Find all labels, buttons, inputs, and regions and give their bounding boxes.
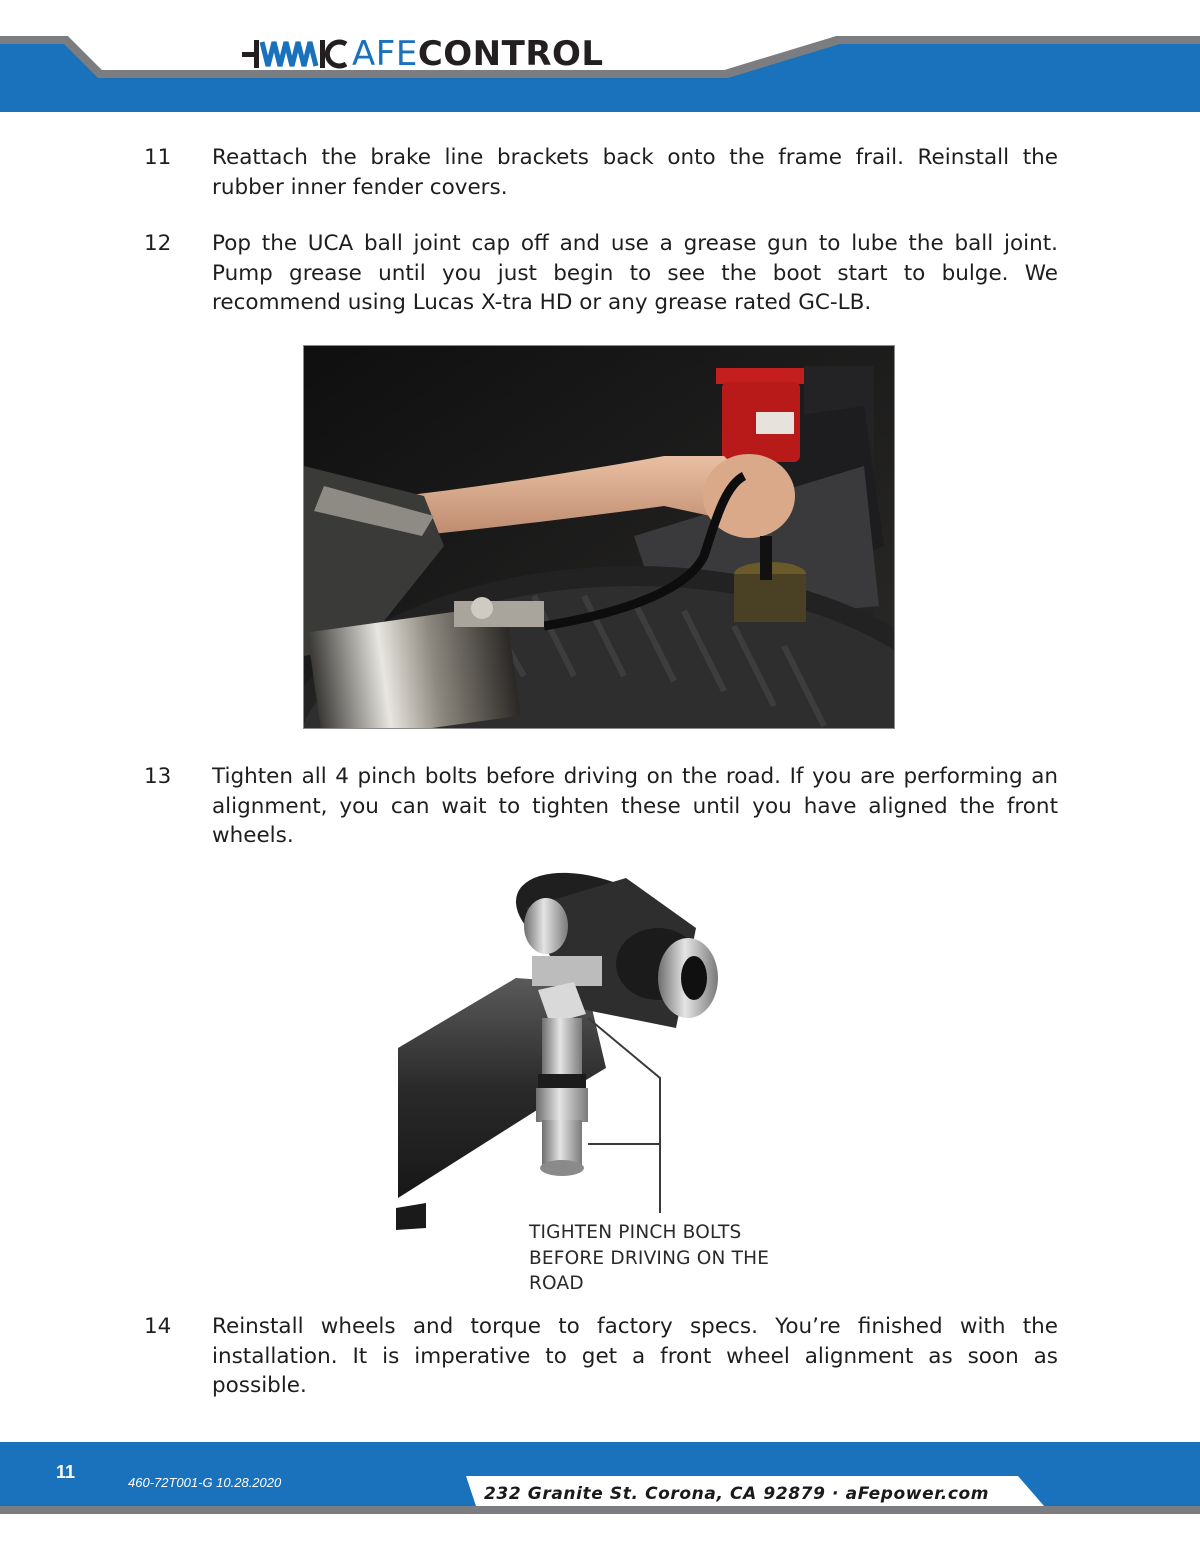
afe-control-logo (240, 34, 604, 74)
step-number: 14 (144, 1314, 172, 1339)
step-number: 11 (144, 145, 172, 170)
shock-logo-icon (240, 34, 350, 74)
step-text: Pop the UCA ball joint cap off and use a grease gun to lube the ball joint. Pump grease until you just begin to see the boot start to bulge. We recommend using Lucas X-tra HD or any grease rated GC-LB. (212, 231, 1058, 315)
step-text: Tighten all 4 pinch bolts before driving on the road. If you are performing an alignment, you can wait to tighten these until you have aligned the front wheels. (212, 764, 1058, 848)
callout-line: BEFORE DRIVING ON THE (529, 1247, 770, 1269)
step-number: 13 (144, 764, 172, 789)
step-text: Reinstall wheels and torque to factory specs. You’re finished with the installation. It is imperative to get a front wheel alignment as soon as possible. (212, 1314, 1058, 1398)
callout-line: ROAD (529, 1273, 584, 1294)
step-11 (140, 143, 1058, 202)
logo-text-afe: AFE (352, 34, 418, 74)
step-14 (140, 1312, 1058, 1401)
step-number: 12 (144, 231, 172, 256)
step-13 (140, 762, 1058, 851)
callout-line: TIGHTEN PINCH BOLTS (529, 1222, 742, 1243)
pinch-bolt-callout (529, 1220, 769, 1297)
logo-text-control: CONTROL (417, 34, 604, 74)
footer-address: 232 Granite St. Corona, CA 92879 · aFepower.com (484, 1484, 990, 1504)
step-text: Reattach the brake line brackets back onto the frame frail. Reinstall the rubber inner fender covers. (212, 145, 1058, 200)
grease-gun-photo (303, 345, 895, 729)
document-id: 460-72T001-G 10.28.2020 (128, 1475, 282, 1490)
page-number: 11 (56, 1462, 76, 1482)
step-12 (140, 229, 1058, 318)
